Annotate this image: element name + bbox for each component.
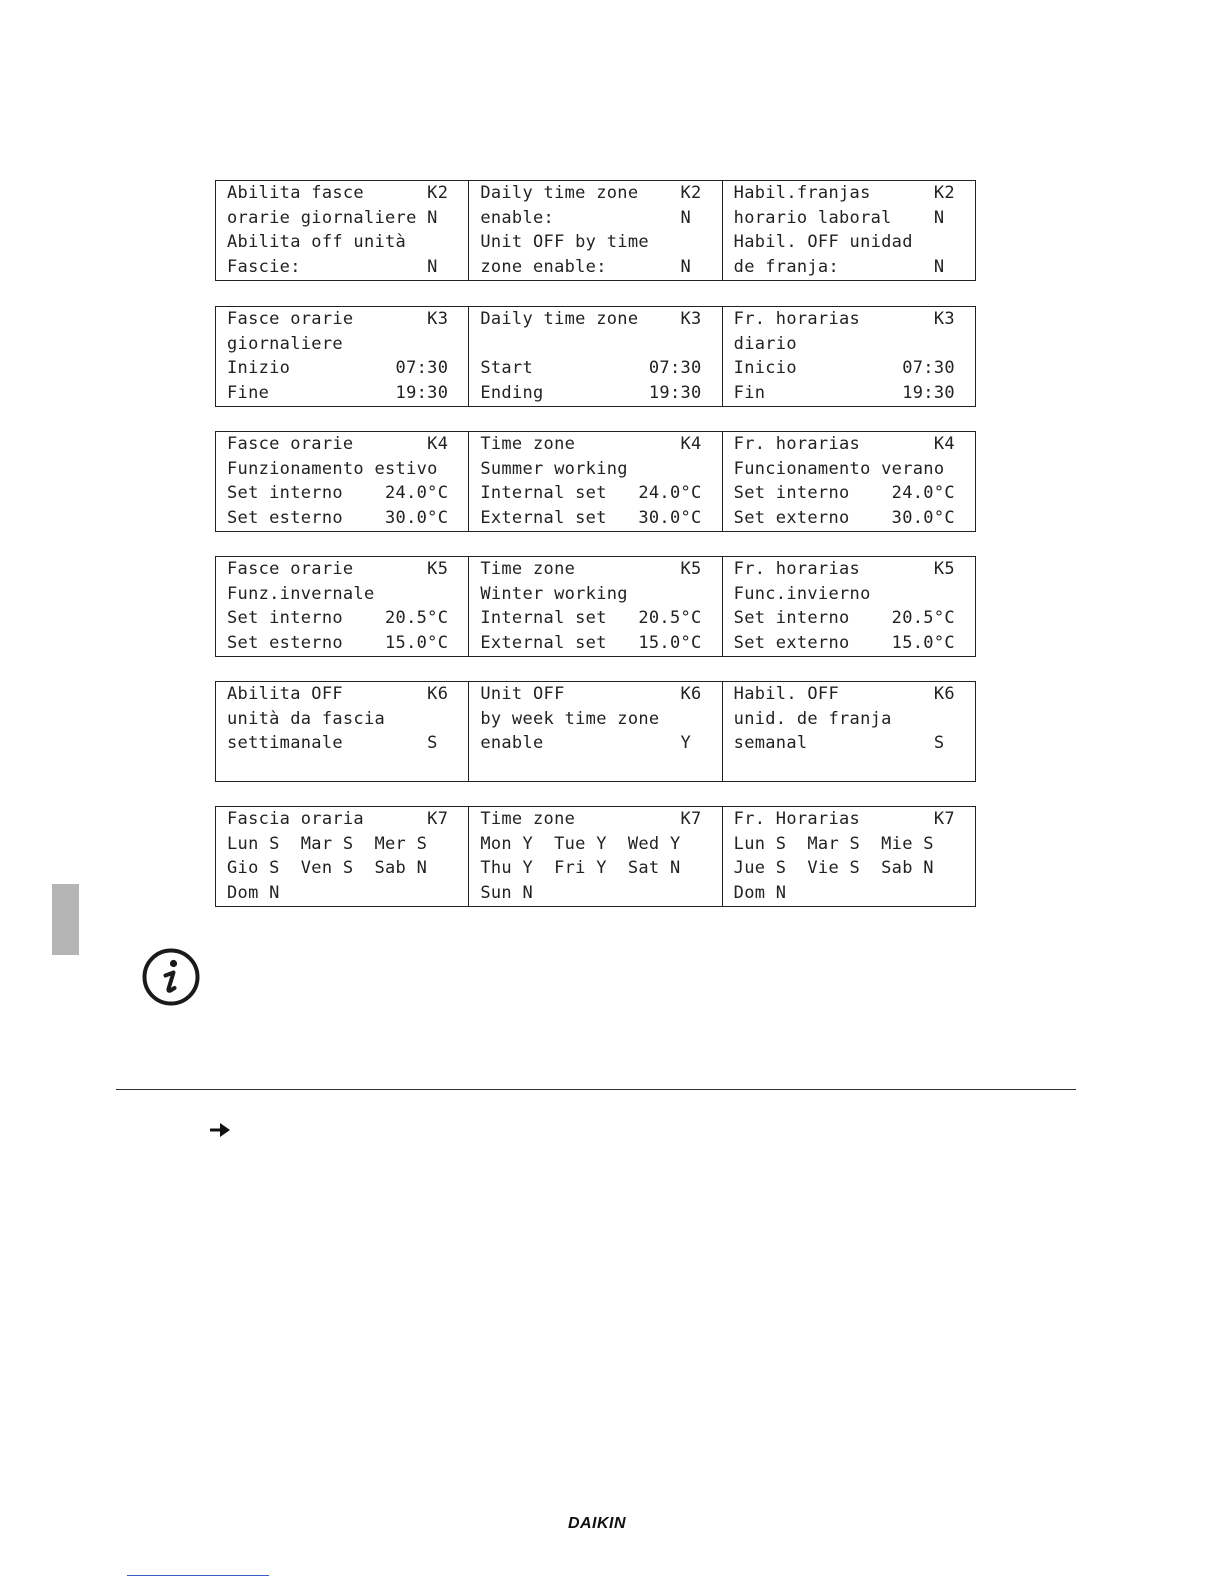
display-panel-k2: [215, 180, 976, 281]
screen-line: orarie giornaliere N: [227, 207, 438, 228]
info-icon: [142, 948, 200, 1006]
screen-line: Unit OFF K6: [480, 684, 702, 704]
screen-line: Fasce orarie K3: [227, 309, 449, 329]
screen-line: Internal set 24.0°C: [480, 483, 702, 504]
screen-italian: [216, 307, 468, 406]
screen-line: unid. de franja: [733, 708, 892, 729]
screen-line: Time zone K4: [480, 434, 702, 454]
screen-spanish: [722, 432, 975, 531]
screen-line: Fin 19:30: [733, 382, 955, 403]
screen-english: [468, 807, 721, 906]
screen-line: diario: [733, 333, 797, 354]
screen-line: Time zone K7: [480, 809, 702, 829]
screen-spanish: [722, 181, 975, 280]
section-side-tab: [52, 884, 79, 955]
screen-line: Abilita OFF K6: [227, 684, 449, 704]
screen-line: External set 30.0°C: [480, 507, 702, 528]
screen-line: unità da fascia: [227, 708, 386, 729]
screen-line: Set interno 20.5°C: [227, 608, 449, 629]
screen-line: Funcionamento verano: [733, 458, 945, 479]
screen-line: Set externo 30.0°C: [733, 507, 955, 528]
screen-italian: [216, 432, 468, 531]
screen-line: Fr. horarias K4: [733, 434, 955, 454]
screen-line: Start 07:30: [480, 358, 702, 379]
screen-line: Fasce orarie K4: [227, 434, 449, 454]
screen-english: [468, 682, 721, 781]
arrow-right-icon: [210, 1121, 232, 1139]
screen-line: Abilita fasce K2: [227, 183, 449, 203]
screen-line: Fasce orarie K5: [227, 559, 449, 579]
screen-line: Winter working: [480, 583, 628, 604]
screen-line: Time zone K5: [480, 559, 702, 579]
screen-line: Fr. Horarias K7: [733, 809, 955, 829]
screen-line: Daily time zone K2: [480, 183, 702, 203]
screen-line: Set interno 20.5°C: [733, 608, 955, 629]
screen-line: Func.invierno: [733, 583, 871, 604]
screen-english: [468, 557, 721, 656]
screen-english: [468, 432, 721, 531]
display-panel-k3: [215, 306, 976, 407]
screen-line: Set interno 24.0°C: [227, 483, 449, 504]
screen-spanish: [722, 307, 975, 406]
screen-line: Fr. horarias K3: [733, 309, 955, 329]
screen-line: [227, 756, 456, 781]
screen-spanish: [722, 807, 975, 906]
screen-line: Dom N: [733, 882, 787, 903]
screen-line: Funz.invernale: [227, 583, 375, 604]
screen-line: Abilita off unità: [227, 232, 407, 253]
screen-line: enable: N: [480, 207, 692, 228]
display-panel-k7: [215, 806, 976, 907]
section-divider: [116, 1089, 1076, 1090]
screen-line: Daily time zone K3: [480, 309, 702, 329]
screen-line: Internal set 20.5°C: [480, 608, 702, 629]
screen-line: Thu Y Fri Y Sat N: [480, 858, 681, 879]
screen-line: Dom N: [227, 882, 280, 903]
screen-line: [480, 756, 709, 781]
screen-line: [480, 332, 709, 357]
screen-english: [468, 307, 721, 406]
screen-line: Inizio 07:30: [227, 358, 449, 379]
screen-italian: [216, 682, 468, 781]
screen-line: Unit OFF by time: [480, 232, 649, 253]
screen-line: Ending 19:30: [480, 382, 702, 403]
screen-line: giornaliere: [227, 333, 343, 354]
screen-line: Set interno 24.0°C: [733, 483, 955, 504]
screen-italian: [216, 807, 468, 906]
screen-line: Lun S Mar S Mer S: [227, 833, 428, 854]
display-panel-k5: [215, 556, 976, 657]
screen-line: enable Y: [480, 733, 692, 754]
screen-line: settimanale S: [227, 733, 438, 754]
footer-link-underline: [127, 1575, 269, 1576]
screen-italian: [216, 181, 468, 280]
screen-line: Habil.franjas K2: [733, 183, 955, 203]
screen-line: Set externo 15.0°C: [733, 632, 955, 653]
screen-line: Fine 19:30: [227, 382, 449, 403]
screen-line: External set 15.0°C: [480, 632, 702, 653]
screen-line: Set esterno 15.0°C: [227, 632, 449, 653]
screen-line: Sun N: [480, 882, 534, 903]
screen-line: Inicio 07:30: [733, 358, 955, 379]
screen-english: [468, 181, 721, 280]
screen-spanish: [722, 682, 975, 781]
screen-line: Fascia oraria K7: [227, 809, 449, 829]
screen-line: [734, 756, 963, 781]
screen-line: Fr. horarias K5: [733, 559, 955, 579]
screen-line: Jue S Vie S Sab N: [733, 858, 934, 879]
screen-line: Summer working: [480, 458, 628, 479]
screen-line: Gio S Ven S Sab N: [227, 858, 428, 879]
screen-line: Habil. OFF unidad: [733, 232, 913, 253]
screen-line: de franja: N: [733, 256, 945, 277]
display-panel-k6: [215, 681, 976, 782]
screen-italian: [216, 557, 468, 656]
screen-line: by week time zone: [480, 708, 660, 729]
screen-line: Lun S Mar S Mie S: [733, 833, 934, 854]
screen-line: Fascie: N: [227, 256, 438, 277]
screen-line: semanal S: [733, 733, 945, 754]
daikin-logo: DAIKIN: [567, 1515, 627, 1532]
screen-line: zone enable: N: [480, 256, 692, 277]
screen-line: Habil. OFF K6: [733, 684, 955, 704]
display-panel-k4: [215, 431, 976, 532]
screen-spanish: [722, 557, 975, 656]
screen-line: horario laboral N: [733, 207, 945, 228]
screen-line: Set esterno 30.0°C: [227, 507, 449, 528]
screen-line: Funzionamento estivo: [227, 458, 438, 479]
screen-line: Mon Y Tue Y Wed Y: [480, 833, 681, 854]
